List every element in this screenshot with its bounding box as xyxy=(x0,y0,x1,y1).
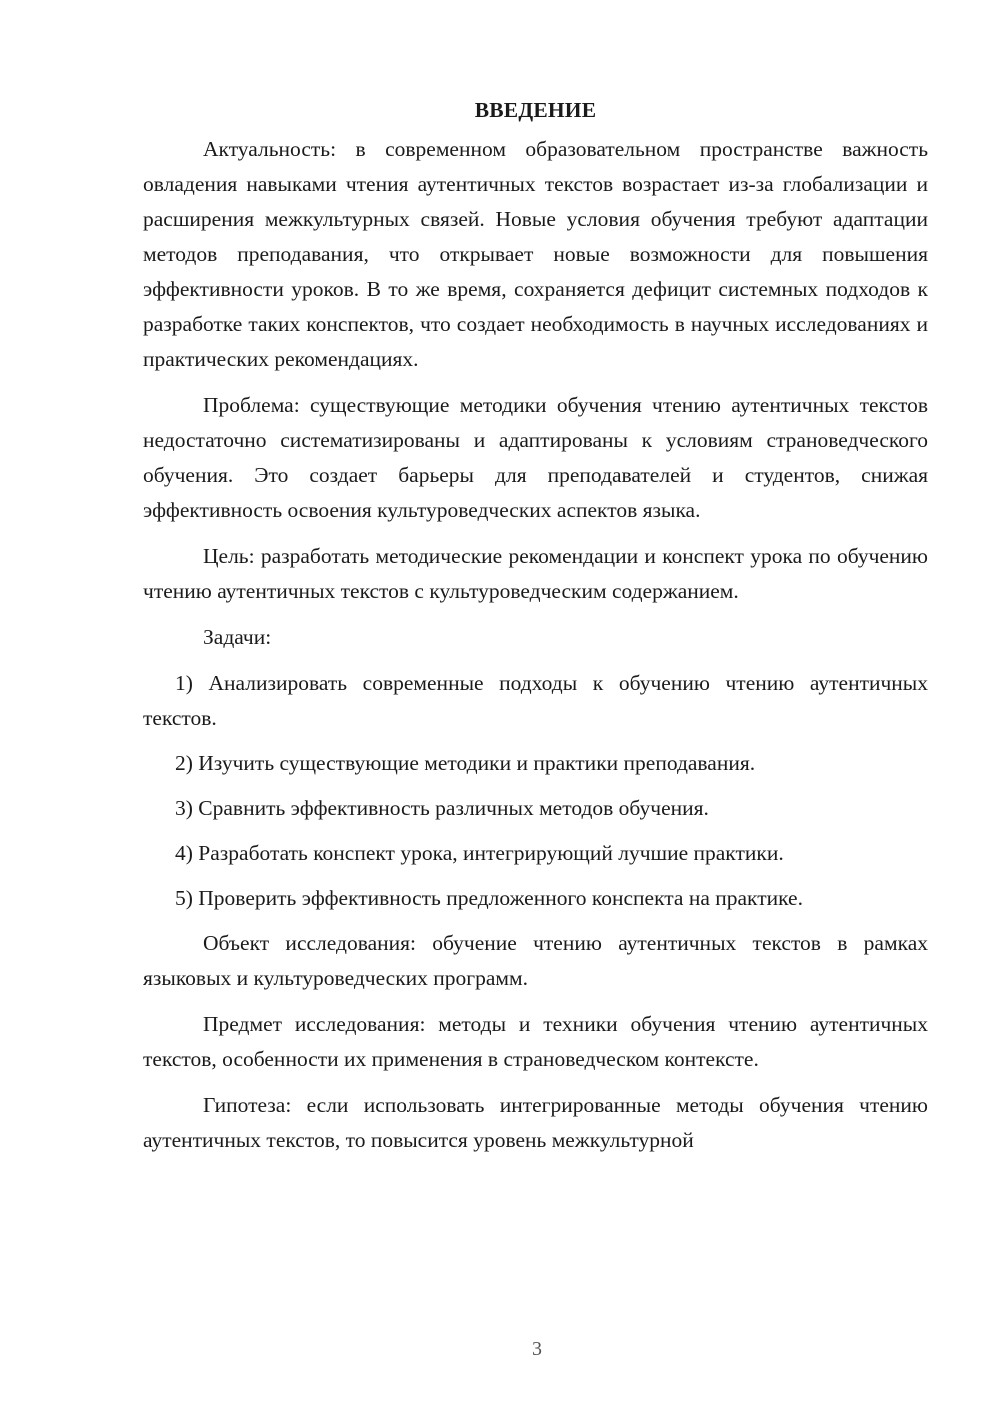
task-item-2: 2) Изучить существующие методики и практики преподавания. xyxy=(175,751,756,775)
task-item-1: 1) Анализировать современные подходы к обучению чтению аутентичных текстов. xyxy=(143,671,928,730)
section-title: ВВЕДЕНИЕ xyxy=(474,98,597,122)
paragraph-relevance: Актуальность: в современном образовательном пространстве важность овладения навыками чтения аутентичных текстов возрастает из-за глобализации и расширения межкультурных связей. Новые условия обучения требуют адаптации методов преподавания, что открывает новые возможности для повышения эффективности уроков. В то же время, сохраняется дефицит системных подходов к разработке таких конспектов, что создает необходимость в научных исследованиях и практических рекомендациях. xyxy=(143,137,928,371)
page-content xyxy=(143,93,928,1169)
task-item-4: 4) Разработать конспект урока, интегрирующий лучшие практики. xyxy=(175,841,784,865)
paragraph-hypothesis: Гипотеза: если использовать интегрированные методы обучения чтению аутентичных текстов, то повысится уровень межкультурной xyxy=(143,1093,928,1152)
paragraph-goal: Цель: разработать методические рекомендации и конспект урока по обучению чтению аутентичных текстов с культуроведческим содержанием. xyxy=(143,544,928,603)
page-number: 3 xyxy=(532,1338,542,1360)
task-item-5: 5) Проверить эффективность предложенного конспекта на практике. xyxy=(175,886,803,910)
paragraph-subject: Предмет исследования: методы и техники обучения чтению аутентичных текстов, особенности их применения в страноведческом контексте. xyxy=(143,1012,928,1071)
paragraph-problem: Проблема: существующие методики обучения чтению аутентичных текстов недостаточно систематизированы и адаптированы к условиям страноведческого обучения. Это создает барьеры для преподавателей и студентов, снижая эффективность освоения культуроведческих аспектов языка. xyxy=(143,393,928,522)
paragraph-object: Объект исследования: обучение чтению аутентичных текстов в рамках языковых и культуроведческих программ. xyxy=(143,931,928,990)
tasks-heading: Задачи: xyxy=(203,625,272,649)
task-item-3: 3) Сравнить эффективность различных методов обучения. xyxy=(175,796,709,820)
